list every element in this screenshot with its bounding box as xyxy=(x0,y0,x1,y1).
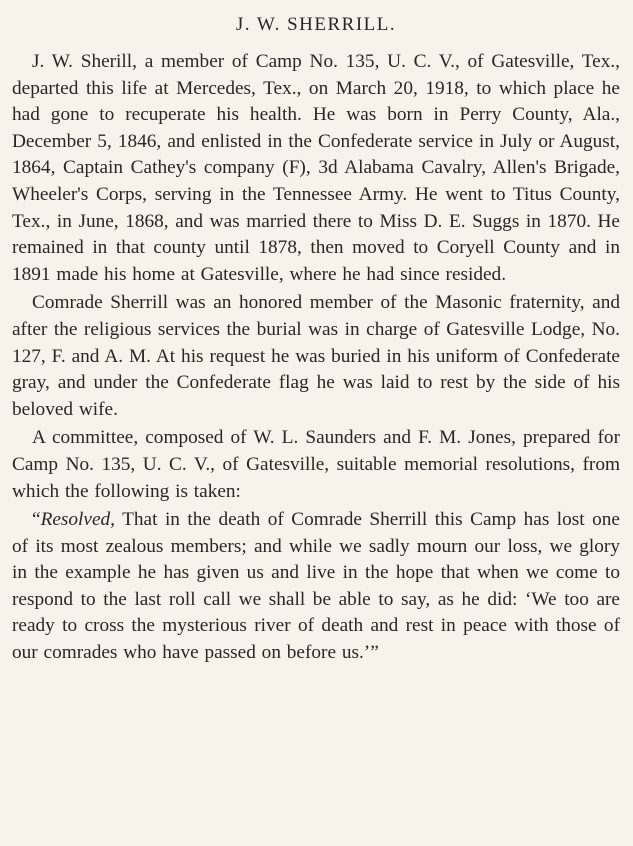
resolution-text: That in the death of Comrade Sherrill this Camp has lost one of its most zealous members; and while we sadly mourn our loss, we glory in the example he has given us and live in the hope that when we come to respond to the last roll call we shall be able to say, as he did: ‘We too are ready to cross the mysterious river of death and rest in peace with those of our comrades who have passed on before us.’” xyxy=(12,509,620,664)
paragraph-biography: J. W. Sherill, a member of Camp No. 135, U. C. V., of Gatesville, Tex., departed this life at Mercedes, Tex., on March 20, 1918, to which place he had gone to recuperate his health. He was born in Perry County, Ala., December 5, 1846, and enlisted in the Confederate service in July or August, 1864, Captain Cathey's company (F), 3d Alabama Cavalry, Allen's Brigade, Wheeler's Corps, serving in the Tennessee Army. He went to Titus County, Tex., in June, 1868, and was married there to Miss D. E. Suggs in 1870. He remained in that county until 1878, then moved to Coryell County and in 1891 made his home at Gatesville, where he had since resided. xyxy=(12,51,620,285)
page-title: J. W. SHERRILL. xyxy=(235,14,397,35)
document-page xyxy=(12,12,620,667)
resolution-resolved-word: Resolved, xyxy=(40,509,115,531)
resolution-open-quote: “ xyxy=(32,509,41,531)
paragraph-burial: Comrade Sherrill was an honored member of the Masonic fraternity, and after the religious services the burial was in charge of Gatesville Lodge, No. 127, F. and A. M. At his request he was buried in his uniform of Confederate gray, and under the Confederate flag he was laid to rest by the side of his beloved wife. xyxy=(12,292,620,420)
paragraph-resolution xyxy=(12,507,620,667)
paragraph-committee: A committee, composed of W. L. Saunders and F. M. Jones, prepared for Camp No. 135, U. C. V., of Gatesville, suitable memorial resolutions, from which the following is taken: xyxy=(12,427,620,502)
